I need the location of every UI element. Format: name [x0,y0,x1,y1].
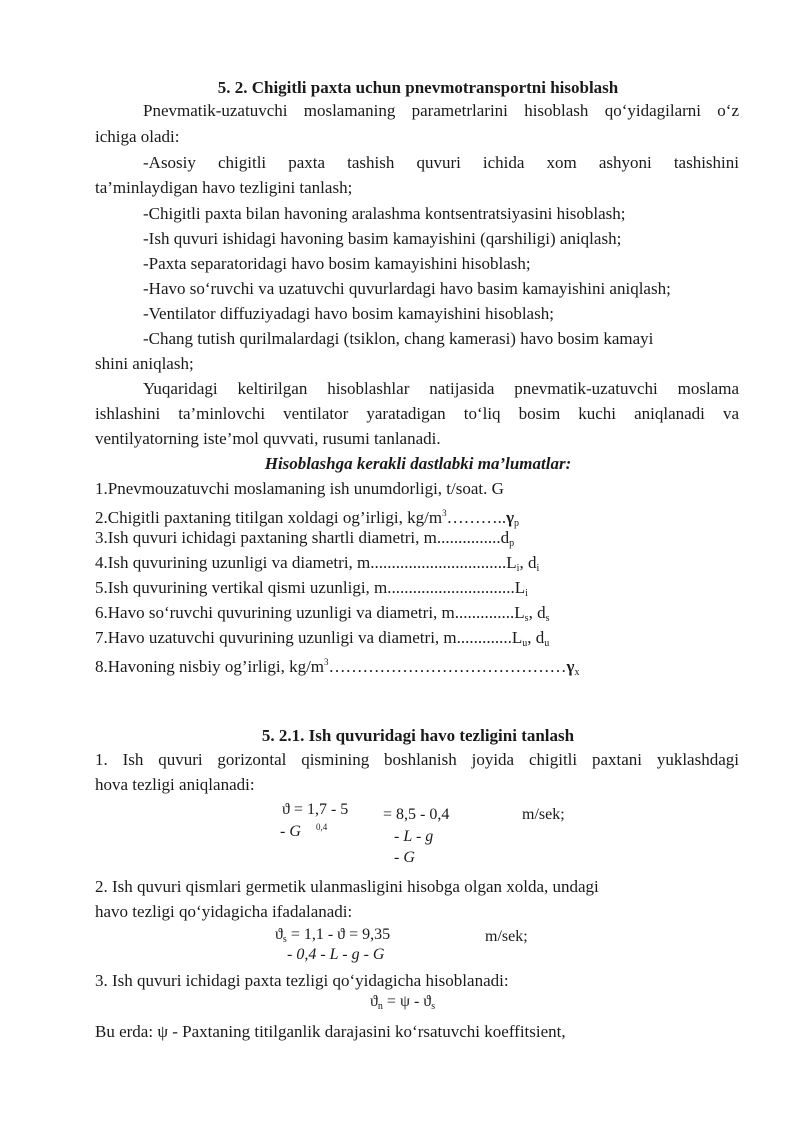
paragraph-1-line-2: hova tezligi aniqlanadi: [95,775,255,794]
data-heading: Hisoblashga kerakli dastlabki ma’lumatlar: [264,454,572,473]
data-item-8-sup: 3 [324,657,329,667]
formula-1-row-1-right: = 8,5 - 0,4 [383,806,450,823]
section-heading: 5. 2. Chigitli paxta uchun pnevmotransportni hisoblash [217,78,619,97]
data-item-2-sup: 3 [442,508,447,518]
data-item-7 [95,628,549,654]
summary-line-1: Yuqaridagi keltirilgan hisoblashlar natijasida pnevmatik-uzatuvchi moslama [143,379,739,398]
data-item-2-sub: p [514,518,520,529]
paragraph-2-line-1: 2. Ish quvuri qismlari germetik ulanmasligini hisobga olgan xolda, undagi [95,877,599,896]
data-item-7-sub: u [522,638,528,649]
formula-3-mid: = ψ - ϑ [386,993,432,1010]
formula-2-rhs: = 1,1 - ϑ = 9,35 [290,926,391,943]
formula-1-row-2-left: - G [280,823,301,840]
data-item-6-sub: s [524,613,529,624]
intro-line-2: ichiga oladi: [95,127,180,146]
bullet-1-line-2: ta’minlaydigan havo tezligini tanlash; [95,178,353,197]
formula-1-row-3-right: - G [394,849,415,866]
data-item-5 [95,578,528,604]
data-item-2-text: 2.Chigitli paxtaning titilgan xoldagi og’irligi, kg/m [95,508,443,527]
data-item-7-text: 7.Havo uzatuvchi quvurining uzunligi va diametri, m.............L [95,628,523,647]
data-item-8 [95,652,579,683]
data-item-3-text: 3.Ish quvuri ichidagi paxtaning shartli diametri, m...............d [95,528,510,547]
formula-1-row-2-right: - L - g [394,828,434,845]
data-item-6 [95,603,549,629]
data-item-8-symbol: γ [566,657,575,676]
data-item-1-text: 1.Pnevmouzatuvchi moslamaning ish unumdorligi, t/soat. G [95,479,504,498]
data-item-6-tail: , d [528,603,546,622]
data-item-7-tail: , d [527,628,545,647]
bullet-5: -Havo so‘ruvchi va uzatuvchi quvurlardagi havo basim kamayishini aniqlash; [143,279,671,298]
data-item-6-text: 6.Havo so‘ruvchi quvurining uzunligi va diametri, m..............L [95,603,525,622]
bullet-6: -Ventilator diffuziyadagi havo bosim kamayishini hisoblash; [143,304,554,323]
data-item-4 [95,553,539,579]
data-item-6-sub2: s [545,613,550,624]
bullet-2: -Chigitli paxta bilan havoning aralashma kontsentratsiyasini hisoblash; [143,204,626,223]
formula-1-exponent: 0,4 [316,822,328,832]
paragraph-2-line-2: havo tezligi qo‘yidagicha ifadalanadi: [95,902,353,921]
data-item-4-tail: , d [519,553,537,572]
data-item-8-text: 8.Havoning nisbiy og’irligi, kg/m [95,657,325,676]
formula-3-lhs-sub: n [377,1001,383,1012]
data-item-4-text: 4.Ish quvurining uzunligi va diametri, m................................L [95,553,517,572]
intro-line-1: Pnevmatik-uzatuvchi moslamaning parametrlarini hisoblash qo‘yidagilarni o‘z [143,101,739,120]
formula-2-lhs-sub: s [282,934,287,945]
formula-1-row-1-left: ϑ = 1,7 - 5 [282,801,349,818]
data-item-5-sub: i [525,588,528,599]
formula-3 [370,993,435,1016]
paragraph-3: 3. Ish quvuri ichidagi paxta tezligi qo‘yidagicha hisoblanadi: [95,971,509,990]
data-item-2-dots: ……….. [446,508,507,527]
data-item-4-sub2: i [536,563,540,574]
subsection-heading: 5. 2.1. Ish quvuridagi havo tezligini tanlash [261,726,575,745]
bullet-7-line-2: shini aniqlash; [95,354,194,373]
formula-3-rhs-sub: s [431,1001,436,1012]
formula-3-lhs: ϑ [370,993,378,1010]
data-item-5-text: 5.Ish quvurining vertikal qismi uzunligi, m..............................L [95,578,526,597]
formula-2-row-2: - 0,4 - L - g - G [287,946,385,963]
data-item-1 [95,479,504,499]
formula-2-unit: m/sek; [485,928,528,945]
bullet-1-line-1: -Asosiy chigitli paxta tashish quvuri ichida xom ashyoni tashishini [143,153,739,172]
data-item-7-sub2: u [544,638,550,649]
data-item-3 [95,528,514,554]
data-item-3-sub: p [509,538,515,549]
formula-2-lhs: ϑ [275,926,283,943]
data-item-2-symbol: γ [506,508,515,527]
data-item-4-sub: i [516,563,520,574]
bullet-4: -Paxta separatoridagi havo bosim kamayishini hisoblash; [143,254,531,273]
formula-1-unit: m/sek; [522,806,565,823]
paragraph-1-line-1: 1. Ish quvuri gorizontal qismining boshlanish joyida chigitli paxtani yuklashdagi [95,750,739,769]
data-item-8-sub: x [574,667,580,678]
bullet-3: -Ish quvuri ishidagi havoning basim kamayishini (qarshiligi) aniqlash; [143,229,622,248]
summary-line-2: ishlashini ta’minlovchi ventilator yaratadigan to‘liq bosim kuchi aniqlanadi va [95,404,739,423]
data-item-8-dots: …………………………………… [328,657,567,676]
note-line: Bu erda: ψ - Paxtaning titilganlik darajasini ko‘rsatuvchi koeffitsient, [95,1022,566,1041]
summary-line-3: ventilyatorning iste’mol quvvati, rusumi tanlanadi. [95,429,441,448]
bullet-7-line-1: -Chang tutish qurilmalardagi (tsiklon, chang kamerasi) havo bosim kamayi [143,329,654,348]
